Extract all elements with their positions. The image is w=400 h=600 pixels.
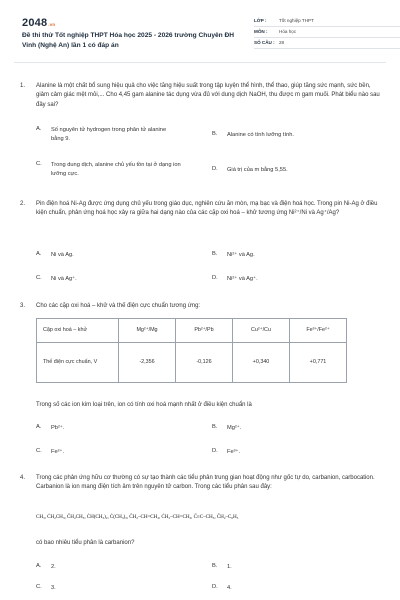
option-b[interactable] [212, 251, 255, 260]
question-number: 3. [20, 303, 26, 309]
option-text: Ni²⁺ và Ag⁺. [227, 276, 258, 282]
meta-key: SỐ CÂU : [254, 39, 275, 45]
option-text: Trong dung dịch, alanine chủ yếu tồn tại ở dạng ion lưỡng cực. [51, 162, 181, 177]
meta-value: Hóa học [279, 28, 297, 34]
meta-value: Tốt nghiệp THPT [279, 17, 314, 23]
logo-text: 2048 [22, 17, 48, 29]
meta-key: LỚP : [254, 17, 267, 23]
species-list: CH₃, ĊH₂CH₃, C̄H₂CH₃, ĊH(CH₃)₂, Ċ(CH₃)₃, C̄H₂–CH=CH₂, ĊH₂–CH=CH₂, C̄≡C–CH₃, C̄H₂–C₆H₅ [36, 514, 239, 520]
option-c[interactable] [36, 584, 56, 593]
option-a[interactable] [36, 126, 196, 143]
header-divider [14, 62, 386, 63]
option-c[interactable] [36, 448, 64, 457]
option-text: 2. [51, 564, 56, 570]
option-b[interactable] [212, 131, 382, 140]
option-c[interactable] [36, 275, 77, 284]
option-text: Ni²⁺ và Ag. [227, 252, 255, 258]
table-cell: +0,340 [233, 343, 290, 383]
question-number: 1. [20, 83, 26, 89]
option-letter: A. [36, 251, 42, 257]
question-stem: Trong các phản ứng hữu cơ thường có sự tạo thành các tiểu phân trung gian hoạt động như gốc tự do, carbanion, carbocation. Carbanion là ion mang điện tích âm trên nguyên tử carbon. Trong các tiểu phân sau đây: [36, 475, 375, 491]
question-stem: Pin điện hoá Ni-Ag được ứng dụng chủ yếu trong giáo dục, nghiên cứu ăn mòn, mạ bạc và điện hoá học. Trong pin Ni-Ag ở điều kiện chuẩn, phản ứng hoá học xảy ra giữa hai dạng nào của các cặp oxi hoá – khử tương ứng Ni²⁺/Ni và Ag⁺/Ag? [36, 201, 378, 217]
option-d[interactable] [212, 275, 258, 284]
table-cell: -0,126 [176, 343, 233, 383]
table-cell: +0,771 [290, 343, 347, 383]
option-a[interactable] [36, 251, 74, 260]
question-followup: Trong số các ion kim loại trên, ion có tính oxi hoá mạnh nhất ở điều kiện chuẩn là [36, 402, 252, 408]
question-followup: có bao nhiêu tiểu phân là carbanion? [36, 540, 135, 546]
table-cell: -2,356 [119, 343, 176, 383]
logo-suffix: .vn [48, 22, 56, 27]
option-text: Fe²⁺. [51, 449, 65, 455]
option-text: Alanine có tính lưỡng tính. [227, 132, 294, 138]
meta-row-subject [254, 27, 400, 38]
option-letter: C. [36, 448, 42, 454]
option-b[interactable] [212, 424, 241, 433]
page-header [22, 16, 382, 56]
option-text: Mg²⁺. [227, 425, 242, 431]
potential-table [36, 318, 347, 383]
option-letter: C. [36, 584, 42, 590]
question-number: 2. [20, 201, 26, 207]
option-text: 1. [227, 564, 232, 570]
meta-value: 28 [279, 39, 285, 45]
option-d[interactable] [212, 166, 382, 175]
question-number: 4. [20, 475, 26, 481]
table-cell: Fe³⁺/Fe²⁺ [290, 319, 347, 343]
option-text: Ni và Ag. [51, 252, 74, 258]
option-b[interactable] [212, 563, 232, 572]
option-text: 3. [51, 585, 56, 591]
option-d[interactable] [212, 584, 232, 593]
option-letter: C. [36, 275, 42, 281]
question-stem: Alanine là một chất bổ sung hiệu quả cho việc tăng hiệu suất trong tập luyện thể hình, thể thao, giúp tăng sức mạnh, sức bền, giảm cảm giác mệt mỏi,... Cho 4,45 gam alanine tác dụng vừa đủ với dung dịch NaOH, thu được m gam muối. Phát biểu nào sau đây sai? [36, 83, 380, 108]
exam-meta [254, 16, 400, 49]
option-text: Giá trị của m bằng 5,55. [227, 167, 288, 173]
option-text: 4. [227, 585, 232, 591]
question-2 [20, 200, 382, 219]
table-row-label: Thế điện cực chuẩn, V [37, 343, 119, 383]
option-letter: B. [212, 251, 218, 257]
option-letter: B. [212, 563, 218, 569]
option-a[interactable] [36, 563, 56, 572]
option-text: Pb²⁺. [51, 425, 65, 431]
meta-key: MÔN : [254, 28, 268, 34]
option-text: Fe³⁺. [227, 449, 241, 455]
meta-row-class [254, 16, 400, 27]
question-stem: Cho các cặp oxi hoá – khử và thế điện cực chuẩn tương ứng: [36, 303, 201, 309]
option-d[interactable] [212, 448, 240, 457]
option-c[interactable] [36, 161, 196, 178]
table-cell: Cu²⁺/Cu [233, 319, 290, 343]
option-letter: D. [212, 584, 218, 590]
option-letter: D. [212, 448, 218, 454]
option-letter: B. [212, 424, 218, 430]
option-letter: A. [36, 563, 42, 569]
option-letter: D. [212, 166, 218, 172]
option-text: Số nguyên tử hydrogen trong phân tử alanine bằng 9. [51, 127, 167, 142]
option-letter: A. [36, 424, 42, 430]
table-header-row [37, 319, 347, 343]
option-text: Ni và Ag⁺. [51, 276, 77, 282]
question-1 [20, 82, 382, 110]
meta-row-count [254, 38, 400, 49]
exam-title: Đề thi thử Tốt nghiệp THPT Hóa học 2025 - 2026 trường Chuyên ĐH Vinh (Nghệ An) lần 1 có đáp án [22, 32, 235, 49]
option-letter: A. [36, 126, 42, 132]
option-letter: C. [36, 161, 42, 167]
table-cell: Pb²⁺/Pb [176, 319, 233, 343]
table-header-label: Cặp oxi hoá – khử [37, 319, 119, 343]
site-logo[interactable] [22, 16, 55, 31]
option-a[interactable] [36, 424, 64, 433]
option-letter: D. [212, 275, 218, 281]
question-4 [20, 474, 382, 493]
question-3 [20, 302, 382, 311]
table-cell: Mg²⁺/Mg [119, 319, 176, 343]
option-letter: B. [212, 131, 218, 137]
table-row [37, 343, 347, 383]
